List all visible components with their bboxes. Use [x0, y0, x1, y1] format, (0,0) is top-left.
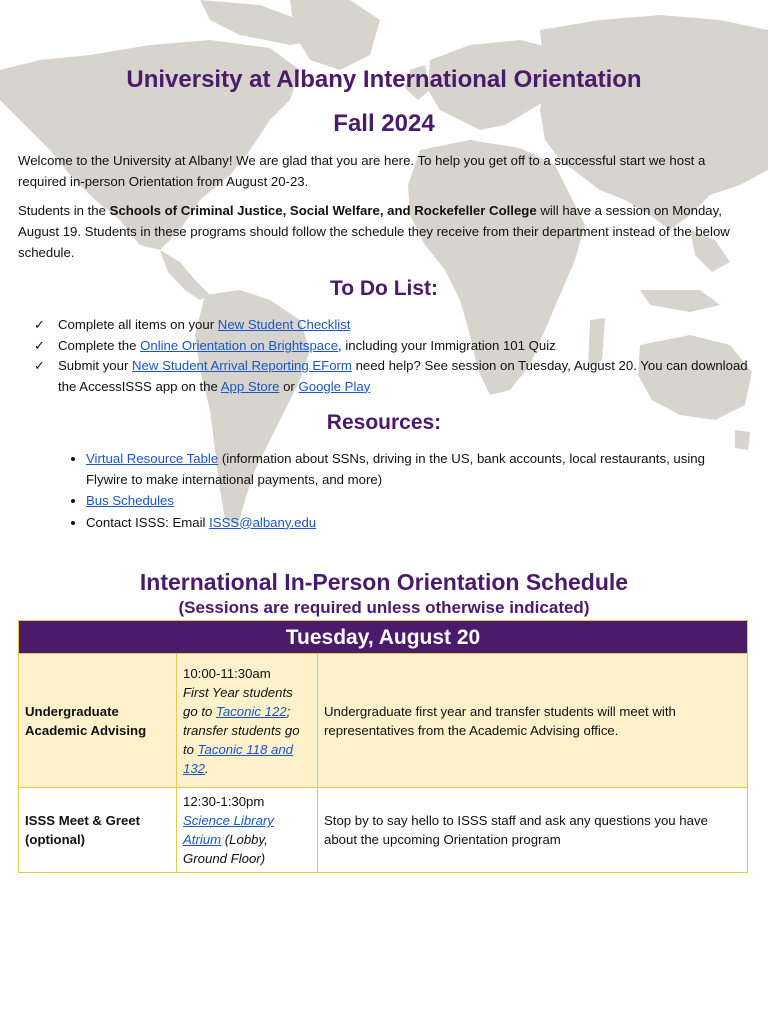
session-description: Undergraduate first year and transfer students will meet with representatives from the Academic Advising office. [318, 654, 748, 788]
session-time: 12:30-1:30pm [183, 794, 265, 809]
todo-item: ✓ Submit your New Student Arrival Reporting EForm need help? See session on Tuesday, August 20. You can download the AccessISSS app on the App Store or Google Play [34, 358, 748, 394]
resource-item: • Contact ISSS: Email ISSS@albany.edu [86, 513, 750, 534]
todo-heading: To Do List: [329, 277, 439, 300]
google-play-link[interactable]: Google Play [298, 378, 371, 394]
app-store-link[interactable]: App Store [220, 378, 280, 394]
new-student-checklist-link[interactable]: New Student Checklist [217, 317, 351, 332]
page-title: University at Albany International Orientation [126, 66, 642, 93]
taconic-118-132-link[interactable]: Taconic 118 and 132 [183, 741, 293, 776]
taconic-122-link[interactable]: Taconic 122 [216, 703, 287, 719]
arrival-reporting-eform-link[interactable]: New Student Arrival Reporting EForm [132, 358, 352, 373]
science-library-atrium-link[interactable]: Science Library Atrium [183, 813, 274, 847]
table-row [19, 788, 748, 873]
resources-list [18, 449, 750, 533]
resource-item [86, 491, 750, 512]
todo-list [18, 315, 750, 397]
virtual-resource-table-link[interactable]: Virtual Resource Table [86, 451, 219, 466]
session-location: Science Library Atrium (Lobby, Ground Floor) [183, 813, 274, 866]
bus-schedules-link[interactable]: Bus Schedules [86, 493, 174, 508]
session-time-location [177, 788, 318, 873]
schedule-table [18, 620, 748, 873]
checkmark-icon: ✓ [34, 337, 45, 353]
intro-paragraph-2: Students in the Schools of Criminal Justice, Social Welfare, and Rockefeller College will have a session on Monday, August 19. Students in these programs should follow the schedule they receive from their department instead of the below schedule. [18, 203, 730, 260]
term-title: Fall 2024 [333, 110, 435, 137]
resource-item: • Virtual Resource Table (information about SSNs, driving in the US, bank accounts, local restaurants, using Flywire to make international payments, and more) [86, 449, 750, 490]
todo-item: ✓ Complete all items on your New Student Checklist [34, 315, 750, 336]
schedule-title: International In-Person Orientation Schedule [139, 569, 629, 595]
todo-item: ✓ Complete the Online Orientation on Brightspace, including your Immigration 101 Quiz [34, 336, 750, 357]
session-time: 10:00-11:30am [183, 665, 271, 681]
session-description: Stop by to say hello to ISSS staff and ask any questions you have about the upcoming Orientation program [318, 788, 748, 873]
checkmark-icon: ✓ [34, 358, 45, 373]
session-location: First Year students go to Taconic 122; transfer students go to Taconic 118 and 132. [183, 684, 300, 776]
online-orientation-link[interactable]: Online Orientation on Brightspace [140, 337, 339, 353]
session-name: ISSS Meet & Greet (optional) [19, 788, 177, 873]
intro-paragraph-1: Welcome to the University at Albany! We are glad that you are here. To help you get off to a successful start we host a required in-person Orientation from August 20-23. [18, 153, 706, 189]
resources-heading: Resources: [326, 411, 442, 434]
schedule-day-header: Tuesday, August 20 [19, 621, 748, 654]
schedule-subtitle: (Sessions are required unless otherwise indicated) [178, 598, 590, 617]
session-time-location [177, 654, 318, 788]
checkmark-icon: ✓ [34, 317, 45, 332]
session-name: Undergraduate Academic Advising [19, 654, 177, 788]
isss-email-link[interactable]: ISSS@albany.edu [209, 514, 317, 530]
table-row [19, 654, 748, 788]
